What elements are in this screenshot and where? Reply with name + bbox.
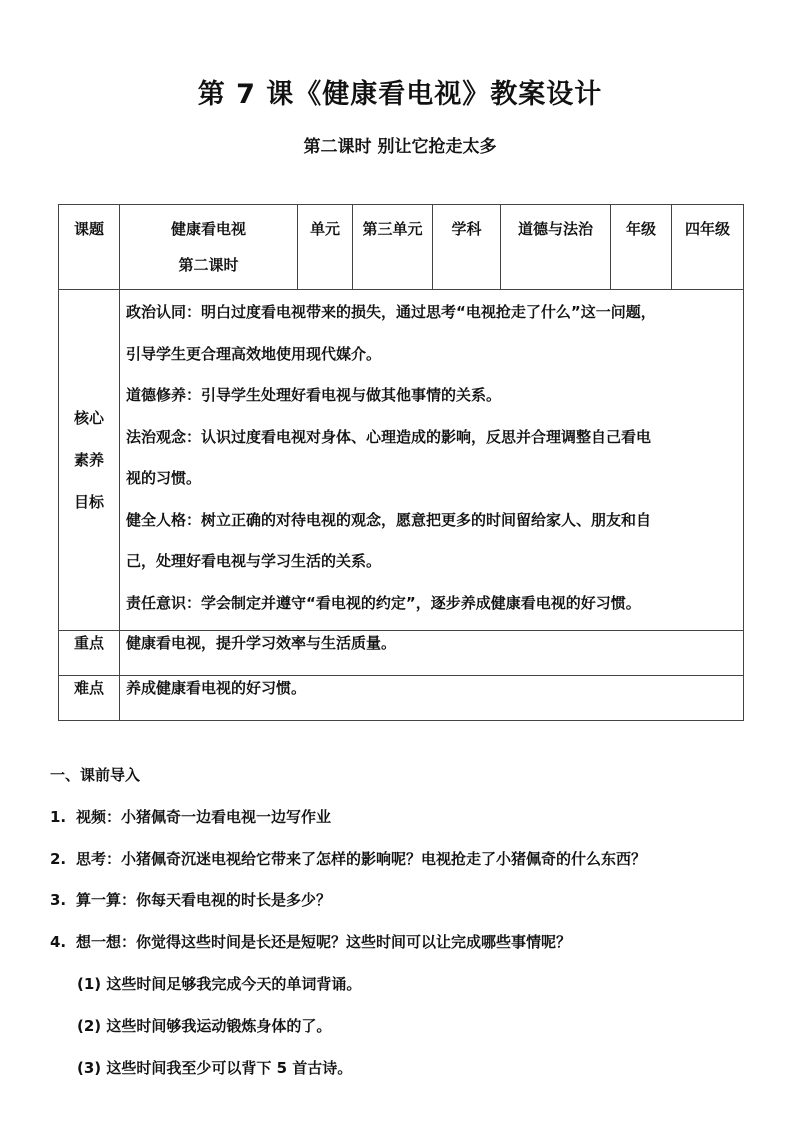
list-item xyxy=(50,931,571,952)
goal-line: 视的习惯。 xyxy=(126,469,202,487)
goals-label xyxy=(59,290,120,631)
subject-value: 道德与法治 xyxy=(501,205,611,290)
document-subtitle: 第二课时 别让它抢走太多 xyxy=(303,137,497,157)
list-item-text: 视频：小猪佩奇一边看电视一边写作业 xyxy=(76,808,332,826)
goal-line: 责任意识：学会制定并遵守“看电视的约定”，逐步养成健康看电视的好习惯。 xyxy=(126,593,641,612)
key-point-label: 重点 xyxy=(59,631,120,676)
list-item xyxy=(50,848,646,869)
subject-label: 学科 xyxy=(433,205,501,290)
key-point-row xyxy=(59,631,744,676)
unit-value: 第三单元 xyxy=(353,205,433,290)
list-item-number: 3. xyxy=(50,891,67,909)
list-item xyxy=(50,806,331,827)
document-title: 第 7 课《健康看电视》教案设计 xyxy=(197,79,603,110)
list-item xyxy=(50,889,331,910)
list-item-text: 思考：小猪佩奇沉迷电视给它带来了怎样的影响呢？电视抢走了小猪佩奇的什么东西？ xyxy=(76,850,647,868)
list-item-text: 想一想：你觉得这些时间是长还是短呢？这些时间可以让完成哪些事情呢？ xyxy=(76,933,572,951)
sub-item: (1) 这些时间足够我完成今天的单词背诵。 xyxy=(77,975,362,993)
sub-item: (3) 这些时间我至少可以背下 5 首古诗。 xyxy=(77,1059,353,1077)
goals-content xyxy=(120,290,744,631)
topic-line1: 健康看电视 xyxy=(170,220,246,238)
difficult-point-row xyxy=(59,676,744,721)
list-item-text: 算一算：你每天看电视的时长是多少？ xyxy=(76,891,332,909)
goals-row xyxy=(59,290,744,631)
list-item-number: 2. xyxy=(50,850,67,868)
goals-label-line: 核心 xyxy=(73,409,104,427)
list-item-number: 4. xyxy=(50,933,67,951)
section-heading: 一、课前导入 xyxy=(50,766,141,784)
grade-value: 四年级 xyxy=(672,205,744,290)
goal-line: 法治观念：认识过度看电视对身体、心理造成的影响，反思并合理调整自己看电 xyxy=(126,427,652,446)
goals-label-line: 素养 xyxy=(73,451,104,469)
list-item-number: 1. xyxy=(50,808,67,826)
grade-label: 年级 xyxy=(611,205,672,290)
table-header-row xyxy=(59,205,744,290)
goal-line: 道德修养：引导学生处理好看电视与做其他事情的关系。 xyxy=(126,386,502,404)
goals-label-line: 目标 xyxy=(73,493,104,511)
key-point-value: 健康看电视，提升学习效率与生活质量。 xyxy=(120,631,744,676)
sub-item: (2) 这些时间够我运动锻炼身体的了。 xyxy=(77,1017,332,1035)
lesson-info-table xyxy=(58,204,744,721)
difficult-point-label: 难点 xyxy=(59,676,120,721)
topic-label: 课题 xyxy=(59,205,120,290)
goal-line: 政治认同：明白过度看电视带来的损失，通过思考“电视抢走了什么”这一问题， xyxy=(126,303,656,321)
topic-value xyxy=(120,205,298,290)
goal-line: 己，处理好看电视与学习生活的关系。 xyxy=(126,552,382,570)
unit-label: 单元 xyxy=(298,205,353,290)
goal-line: 引导学生更合理高效地使用现代媒介。 xyxy=(126,344,382,363)
goal-line: 健全人格：树立正确的对待电视的观念，愿意把更多的时间留给家人、朋友和自 xyxy=(126,510,652,529)
difficult-point-value: 养成健康看电视的好习惯。 xyxy=(120,676,744,721)
topic-line2: 第二课时 xyxy=(178,256,239,274)
